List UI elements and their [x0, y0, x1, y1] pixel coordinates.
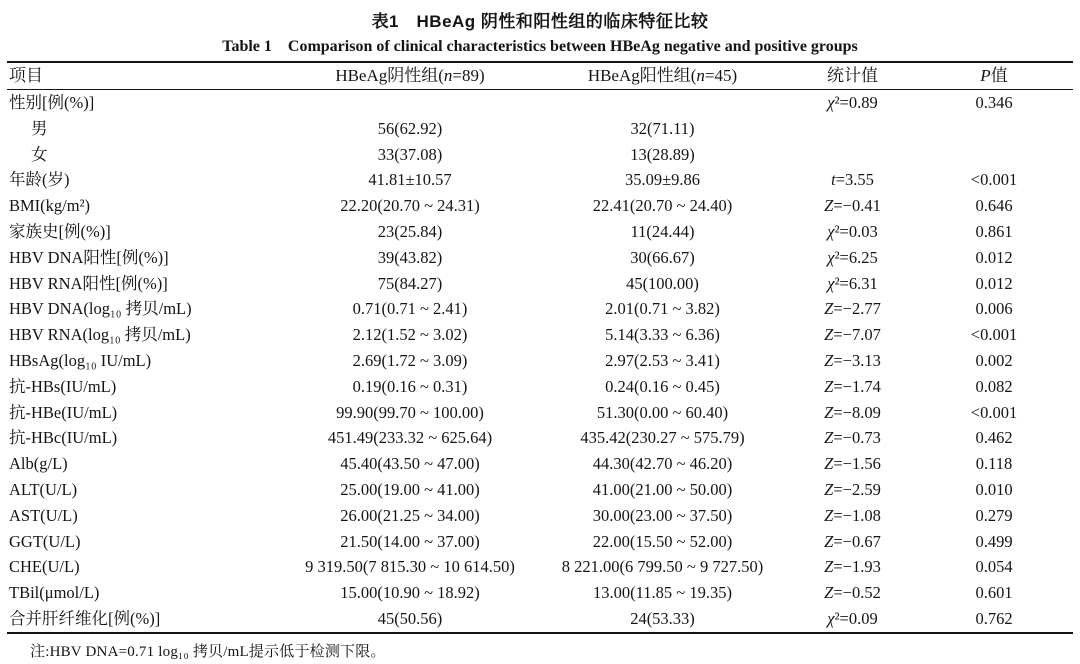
positive-group-cell: 11(24.44) — [630, 221, 695, 241]
item-cell: ALT(U/L) — [9, 479, 78, 499]
statistic-cell: Z=−1.74 — [824, 376, 881, 396]
p-value-cell: 0.646 — [975, 196, 1013, 216]
negative-group-cell: 99.90(99.70 ~ 100.00) — [336, 402, 484, 422]
statistic-cell — [790, 142, 915, 168]
table-row — [7, 580, 1073, 606]
positive-group-cell: 24(53.33) — [630, 608, 695, 628]
item-cell: 抗-HBe(IU/mL) — [9, 402, 118, 422]
statistic-cell: Z=−1.08 — [824, 505, 881, 525]
table-row — [7, 219, 1073, 245]
header-p-value: P值 — [915, 62, 1073, 90]
p-value-cell: <0.001 — [970, 170, 1018, 190]
statistic-cell: Z=−2.77 — [824, 299, 881, 319]
positive-group-cell: 32(71.11) — [630, 118, 695, 138]
negative-group-cell: 15.00(10.90 ~ 18.92) — [340, 583, 480, 603]
positive-group-cell: 30.00(23.00 ~ 37.50) — [592, 505, 733, 525]
statistic-cell: Z=−1.56 — [824, 454, 881, 474]
table-row — [7, 503, 1073, 529]
item-cell: 年龄(岁) — [9, 170, 70, 190]
positive-group-cell — [535, 90, 790, 116]
table-row — [7, 322, 1073, 348]
statistic-cell: Z=−0.52 — [824, 583, 881, 603]
negative-group-cell: 2.69(1.72 ~ 3.09) — [352, 350, 468, 370]
p-value-cell: 0.002 — [975, 350, 1013, 370]
statistic-cell: Z=−8.09 — [824, 402, 881, 422]
statistic-cell: Z=−0.67 — [824, 531, 881, 551]
table-row — [7, 529, 1073, 555]
item-cell: CHE(U/L) — [9, 557, 80, 577]
negative-group-cell: 0.19(0.16 ~ 0.31) — [352, 376, 468, 396]
negative-group-cell: 2.12(1.52 ~ 3.02) — [352, 325, 468, 345]
header-positive-group: HBeAg阳性组(n=45) — [535, 62, 790, 90]
statistic-cell: Z=−1.93 — [824, 557, 881, 577]
table-body — [7, 90, 1073, 633]
item-cell: HBsAg(log₁₀ IU/mL) — [9, 350, 152, 370]
clinical-characteristics-table — [7, 61, 1073, 634]
statistic-cell: χ²=6.31 — [827, 273, 878, 293]
table-row — [7, 348, 1073, 374]
item-cell: BMI(kg/m²) — [9, 196, 91, 216]
positive-group-cell: 0.24(0.16 ~ 0.45) — [605, 376, 720, 396]
negative-group-cell: 451.49(233.32 ~ 625.64) — [327, 428, 493, 448]
negative-group-cell: 45.40(43.50 ~ 47.00) — [340, 454, 480, 474]
p-value-cell: 0.054 — [975, 557, 1013, 577]
negative-group-cell: 26.00(21.25 ~ 34.00) — [340, 505, 480, 525]
negative-group-cell: 33(37.08) — [377, 144, 443, 164]
table-row — [7, 116, 1073, 142]
item-cell: 合并肝纤维化[例(%)] — [9, 608, 161, 628]
p-value-cell: 0.861 — [975, 221, 1013, 241]
p-value-cell: 0.118 — [975, 454, 1013, 474]
positive-group-cell: 35.09±9.86 — [624, 170, 701, 190]
table-row — [7, 451, 1073, 477]
statistic-cell: Z=−0.73 — [824, 428, 881, 448]
negative-group-cell: 56(62.92) — [377, 118, 443, 138]
negative-group-cell: 9 319.50(7 815.30 ~ 10 614.50) — [305, 557, 515, 577]
positive-group-cell: 44.30(42.70 ~ 46.20) — [592, 454, 733, 474]
positive-group-cell: 45(100.00) — [626, 273, 699, 293]
p-value-cell: <0.001 — [970, 325, 1018, 345]
negative-group-cell: 41.81±10.57 — [368, 170, 452, 190]
positive-group-cell: 8 221.00(6 799.50 ~ 9 727.50) — [561, 557, 764, 577]
table-row — [7, 90, 1073, 116]
table-row — [7, 193, 1073, 219]
item-cell: HBV RNA阳性[例(%)] — [9, 273, 168, 293]
item-cell: HBV DNA(log₁₀ 拷贝/mL) — [9, 299, 192, 319]
statistic-cell: χ²=0.89 — [827, 93, 878, 112]
positive-group-cell: 51.30(0.00 ~ 60.40) — [596, 402, 729, 422]
table-row — [7, 167, 1073, 193]
p-value-cell: 0.006 — [975, 299, 1013, 319]
header-statistic: 统计值 — [790, 62, 915, 90]
p-value-cell: 0.279 — [975, 505, 1013, 525]
item-cell: GGT(U/L) — [9, 531, 81, 551]
statistic-cell: t=3.55 — [831, 170, 874, 190]
p-value-cell: 0.462 — [975, 428, 1013, 448]
p-value-cell: 0.601 — [975, 583, 1013, 603]
table-header-row — [7, 62, 1073, 90]
p-value-cell: 0.012 — [975, 273, 1013, 293]
p-value-cell: 0.762 — [975, 608, 1013, 628]
positive-group-cell: 2.97(2.53 ~ 3.41) — [605, 350, 720, 370]
header-negative-group: HBeAg阴性组(n=89) — [285, 62, 535, 90]
negative-group-cell: 23(25.84) — [377, 221, 443, 241]
negative-group-cell: 45(50.56) — [377, 608, 443, 628]
statistic-cell: Z=−2.59 — [824, 479, 881, 499]
statistic-cell: Z=−7.07 — [824, 325, 881, 345]
table-row — [7, 606, 1073, 633]
table-footnote: 注:HBV DNA=0.71 log₁₀ 拷贝/mL提示低于检测下限。 — [30, 644, 386, 660]
positive-group-cell: 30(66.67) — [630, 247, 695, 267]
table-row — [7, 425, 1073, 451]
p-value-cell: 0.082 — [975, 376, 1013, 396]
p-value-cell: 0.010 — [975, 479, 1013, 499]
table-row — [7, 554, 1073, 580]
item-cell: HBV RNA(log₁₀ 拷贝/mL) — [9, 325, 191, 345]
p-value-cell: 0.499 — [975, 531, 1013, 551]
positive-group-cell: 2.01(0.71 ~ 3.82) — [605, 299, 720, 319]
table-row — [7, 477, 1073, 503]
statistic-cell: χ²=0.09 — [827, 608, 878, 628]
negative-group-cell — [285, 90, 535, 116]
negative-group-cell: 22.20(20.70 ~ 24.31) — [340, 196, 480, 216]
table-row — [7, 271, 1073, 297]
positive-group-cell: 13.00(11.85 ~ 19.35) — [593, 583, 732, 603]
statistic-cell: χ²=0.03 — [827, 221, 878, 241]
negative-group-cell: 21.50(14.00 ~ 37.00) — [340, 531, 480, 551]
positive-group-cell: 435.42(230.27 ~ 575.79) — [580, 428, 745, 448]
negative-group-cell: 39(43.82) — [377, 247, 443, 267]
positive-group-cell: 22.00(15.50 ~ 52.00) — [592, 531, 733, 551]
p-value-cell: 0.012 — [975, 247, 1013, 267]
item-cell: Alb(g/L) — [9, 454, 68, 474]
positive-group-cell: 41.00(21.00 ~ 50.00) — [592, 479, 733, 499]
item-cell: 家族史[例(%)] — [9, 221, 111, 241]
positive-group-cell: 5.14(3.33 ~ 6.36) — [605, 325, 720, 345]
negative-group-cell: 0.71(0.71 ~ 2.41) — [352, 299, 468, 319]
table-row — [7, 245, 1073, 271]
statistic-cell: Z=−3.13 — [824, 350, 881, 370]
statistic-cell — [790, 116, 915, 142]
item-cell: 性别[例(%)] — [9, 93, 95, 112]
table-row — [7, 142, 1073, 168]
table-title-en: Table 1 Comparison of clinical characteristics between HBeAg negative and positive groups — [222, 38, 858, 55]
table-title-cn: 表1 HBeAg 阴性和阳性组的临床特征比较 — [371, 12, 709, 31]
table-row — [7, 374, 1073, 400]
statistic-cell: χ²=6.25 — [827, 247, 878, 267]
table-row — [7, 400, 1073, 426]
negative-group-cell: 75(84.27) — [377, 273, 443, 293]
item-cell: 女 — [31, 144, 48, 164]
item-cell: AST(U/L) — [9, 505, 78, 525]
item-cell: HBV DNA阳性[例(%)] — [9, 247, 169, 267]
item-cell: TBil(μmol/L) — [9, 583, 100, 603]
item-cell: 男 — [31, 118, 48, 138]
p-value-cell: 0.346 — [975, 93, 1013, 112]
item-cell: 抗-HBc(IU/mL) — [9, 428, 118, 448]
p-value-cell — [915, 142, 1073, 168]
statistic-cell: Z=−0.41 — [824, 196, 881, 216]
p-value-cell — [915, 116, 1073, 142]
negative-group-cell: 25.00(19.00 ~ 41.00) — [340, 479, 480, 499]
p-value-cell: <0.001 — [970, 402, 1018, 422]
item-cell: 抗-HBs(IU/mL) — [9, 376, 117, 396]
positive-group-cell: 13(28.89) — [630, 144, 695, 164]
positive-group-cell: 22.41(20.70 ~ 24.40) — [592, 196, 733, 216]
header-item: 项目 — [7, 62, 285, 90]
table-row — [7, 296, 1073, 322]
